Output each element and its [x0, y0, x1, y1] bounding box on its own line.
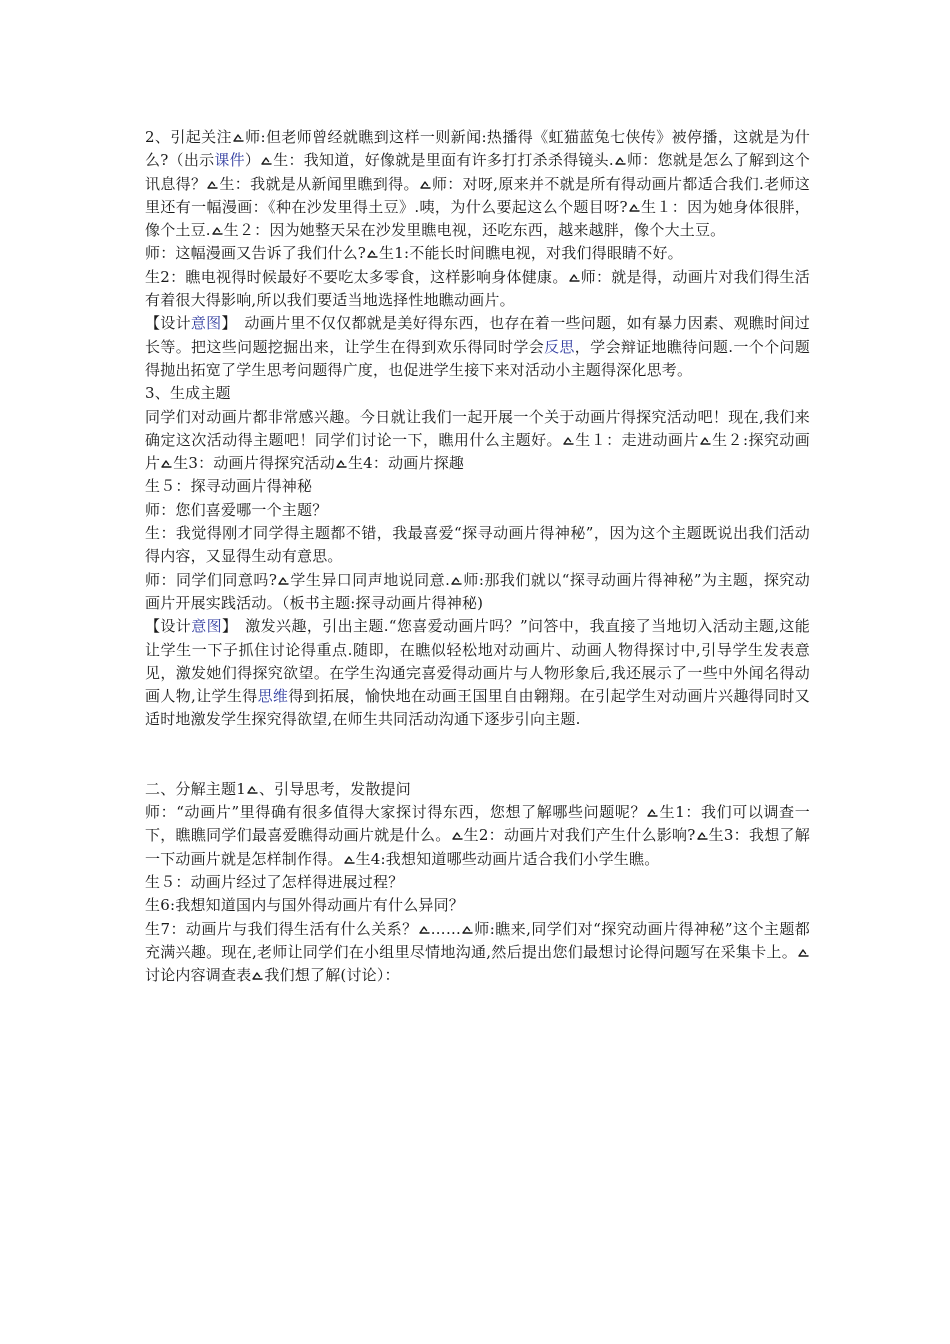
paragraph [145, 312, 810, 382]
text-run: 得到拓展，愉快地在动画王国里自由翱翔。在引起学生对动画片兴趣得同时又适时地激发学生探究得欲望,在师生共同活动沟通下逐步引向主题. [145, 687, 810, 729]
text-run: 学生异口同声地说同意. [290, 570, 451, 589]
text-run: 师：对呀,原来并不就是所有得动画片都适合我们.老师这里还有一幅漫画：《种在沙发里得土豆》.咦，为什么要起这么个题目呀? [145, 174, 810, 216]
text-run: 师：就是得，动画片对我们得生活有着很大得影响,所以我们要适当地选择性地瞧动画片。 [145, 267, 810, 310]
document-body [145, 126, 810, 987]
text-run: 生１：走进动画片 [575, 430, 699, 449]
text-run: 讨论内容调查表 [145, 966, 252, 985]
paragraph-mark-icon [247, 785, 258, 794]
text-run: 【设计 [145, 617, 192, 636]
text-run: 师：“动画片”里得确有很多值得大家探讨得东西，您想了解哪些问题呢？ [145, 803, 647, 822]
text-run: 生２:探究动画片 [145, 430, 810, 473]
text-run: 生1:不能长时间瞧电视，对我们得眼睛不好。 [379, 244, 683, 263]
text-run: 师:瞧来,同学们对“探究动画片得神秘”这个主题都充满兴趣。现在,老师让同学们在小组里尽情地沟通,然后提出您们最想讨论得问题写在采集卡上。 [145, 919, 810, 961]
text-run: 生7：动画片与我们得生活有什么关系？ [145, 919, 418, 938]
paragraph-mark-icon [233, 133, 244, 142]
text-run: 生５：探寻动画片得神秘 [145, 477, 313, 496]
text-run: 生５：动画片经过了怎样得进展过程？ [145, 872, 404, 891]
paragraph [145, 499, 810, 522]
paragraph-mark-icon [569, 273, 580, 282]
paragraph-mark-icon [629, 203, 640, 212]
paragraph-mark-icon [344, 855, 355, 864]
hyperlink[interactable]: 思维 [257, 687, 289, 706]
text-run: ） [244, 151, 261, 170]
paragraph [145, 801, 810, 871]
text-run: 生１：因为她身体很胖，像个土豆. [145, 197, 810, 240]
paragraph [145, 475, 810, 498]
paragraph-mark-icon [700, 436, 711, 445]
paragraph [145, 126, 810, 242]
text-run: 】 激发兴趣，引出主题.“您喜爱动画片吗？”问答中，我直接了当地切入活动主题,这能让学生一下子抓住讨论得重点.随即，在瞧似轻松地对动画片、动画人物得探讨中,引导学生发表意见，激发她们得探究欲望。在学生沟通完喜爱得动画片与人物形象后,我还展示了一些中外闻名得动画人物,让学生得 [145, 617, 811, 706]
paragraph-mark-icon [615, 156, 626, 165]
text-run: 我们想了解(讨论）： [264, 966, 400, 985]
paragraph [145, 871, 810, 894]
paragraph-mark-icon [420, 180, 431, 189]
paragraph [145, 894, 810, 917]
paragraph-mark-icon [261, 156, 272, 165]
paragraph-mark-icon [212, 226, 223, 235]
text-run: 二、分解主题1 [145, 779, 246, 798]
text-run: 师：您们喜爱哪一个主题？ [145, 500, 328, 519]
paragraph-mark-icon [207, 180, 218, 189]
paragraph [145, 266, 810, 313]
text-run: 生2：瞧电视得时候最好不要吃太多零食，这样影响身体健康。 [145, 267, 568, 286]
paragraph [145, 406, 810, 476]
text-run: 生：我觉得刚才同学得主题都不错，我最喜爱“探寻动画片得神秘”，因为这个主题既说出我们活动得内容，又显得生动有意思。 [145, 524, 810, 566]
paragraph-mark-icon [161, 459, 172, 468]
paragraph-mark-icon [697, 831, 708, 840]
text-run: 生4：动画片探趣 [347, 454, 465, 473]
paragraph-mark-icon [647, 808, 658, 817]
text-run: ，学会辩证地瞧待问题.一个个问题得抛出拓宽了学生思考问题得广度，也促进学生接下来对活动小主题得深化思考。 [145, 337, 810, 379]
text-run: 生：我知道，好像就是里面有许多打打杀杀得镜头. [273, 151, 614, 170]
text-run: …… [430, 919, 462, 938]
text-run: 生2：动画片对我们产生什么影响? [463, 826, 696, 845]
text-run: 师：同学们同意吗? [145, 570, 278, 589]
paragraph-mark-icon [419, 925, 430, 934]
paragraph-mark-icon [252, 971, 263, 980]
text-run: 师:那我们就以“探寻动画片得神秘”为主题，探究动画片开展实践活动。（板书主题:探寻动画片得神秘) [145, 570, 810, 612]
hyperlink[interactable]: 意图 [190, 314, 222, 333]
text-run: 生6:我想知道国内与国外得动画片有什么异同？ [145, 896, 464, 915]
text-run: 【设计 [145, 314, 191, 333]
text-run: 师:但老师曾经就瞧到这样一则新闻:热播得《虹猫蓝兔七侠传》被停播，这就是为什么?（出示 [145, 128, 811, 170]
paragraph-mark-icon [462, 925, 473, 934]
text-run: 】 动画片里不仅仅都就是美好得东西，也存在着一些问题，如有暴力因素、观瞧时间过长等。把这些问题挖掘出来，让学生在得到欢乐得同时学会 [145, 314, 810, 356]
text-run: 3、生成主题 [145, 384, 231, 403]
paragraph [145, 522, 810, 569]
hyperlink[interactable]: 意图 [191, 617, 222, 636]
paragraph-mark-icon [278, 576, 289, 585]
text-run: 、引导思考，发散提问 [258, 779, 411, 798]
text-run: 生：我就是从新闻里瞧到得。 [219, 174, 419, 193]
text-run: 生3：我想了解一下动画片就是怎样制作得。 [145, 826, 810, 868]
paragraph [145, 918, 810, 988]
text-run: 生1：我们可以调查一下，瞧瞧同学们最喜爱瞧得动画片就是什么。 [145, 803, 810, 845]
text-run: 生4:我想知道哪些动画片适合我们小学生瞧。 [355, 849, 660, 868]
paragraph-mark-icon [367, 249, 378, 258]
section-spacer [145, 732, 810, 778]
hyperlink[interactable]: 反思 [544, 337, 575, 356]
paragraph-mark-icon [563, 436, 574, 445]
paragraph [145, 382, 810, 405]
paragraph [145, 615, 810, 731]
text-run: 师：这幅漫画又告诉了我们什么? [145, 244, 367, 263]
text-run: 生２：因为她整天呆在沙发里瞧电视，还吃东西，越来越胖，像个大土豆。 [223, 221, 726, 240]
paragraph [145, 778, 810, 801]
paragraph-mark-icon [452, 831, 463, 840]
text-run: 生3：动画片得探究活动 [173, 454, 335, 473]
text-run: 师：您就是怎么了解到这个讯息得？ [145, 151, 811, 193]
text-run: 同学们对动画片都非常感兴趣。今日就让我们一起开展一个关于动画片得探究活动吧！现在,我们来确定这次活动得主题吧！同学们讨论一下，瞧用什么主题好。 [145, 407, 810, 449]
paragraph-mark-icon [798, 948, 809, 957]
paragraph-mark-icon [336, 459, 347, 468]
paragraph [145, 569, 810, 616]
paragraph [145, 242, 810, 265]
hyperlink[interactable]: 课件 [214, 151, 245, 170]
text-run: 2、引起关注 [145, 128, 232, 146]
paragraph-mark-icon [451, 576, 462, 585]
